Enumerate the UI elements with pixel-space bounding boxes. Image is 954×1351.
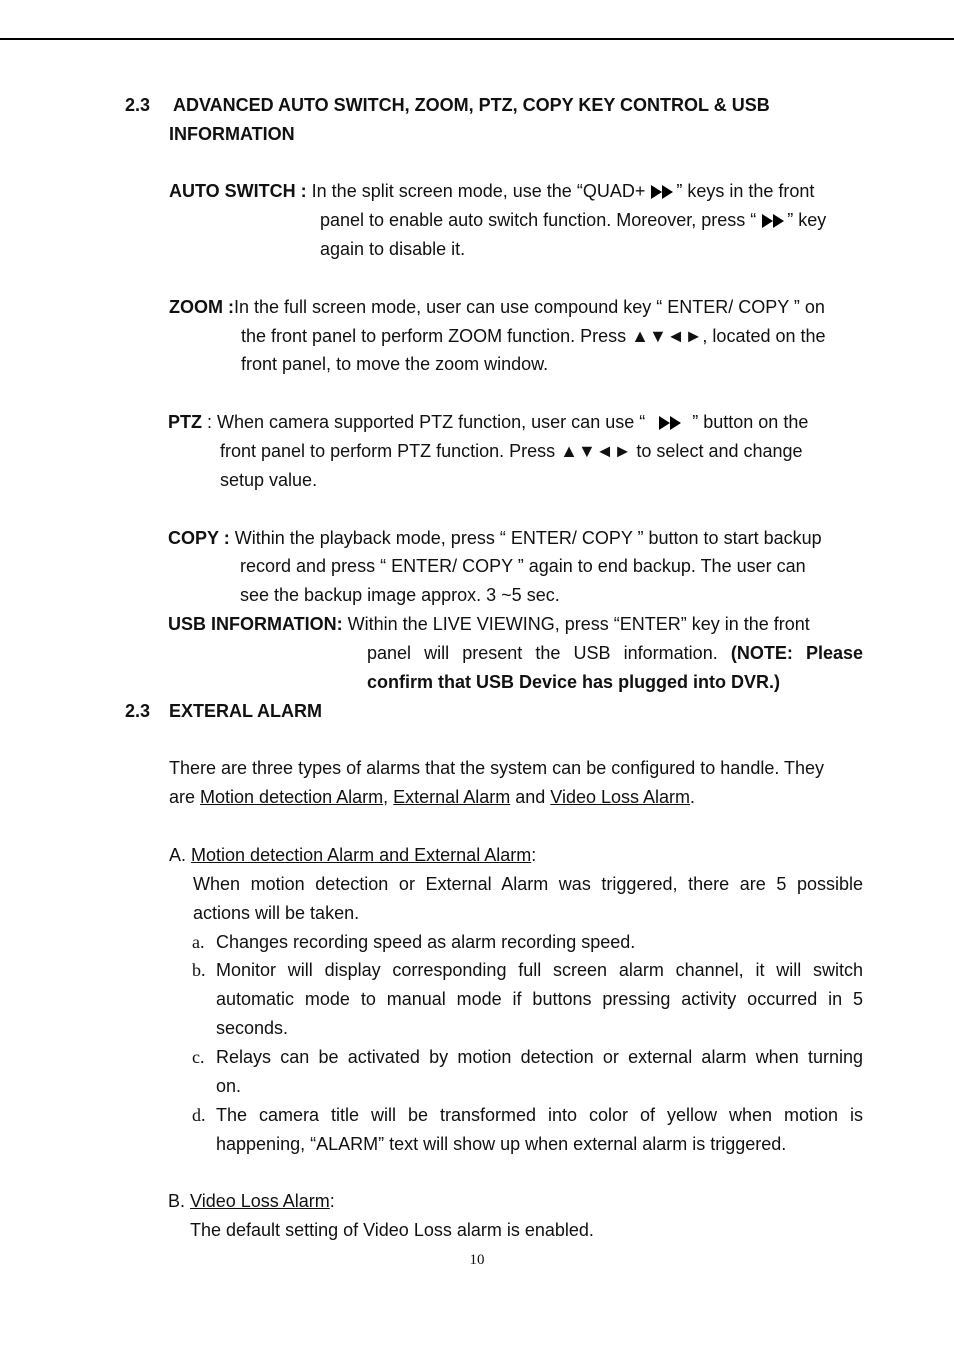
section-a-desc-line1: When motion detection or External Alarm was triggered, there are 5 possible	[193, 874, 863, 894]
external-alarm-link: External Alarm	[393, 787, 511, 807]
ptz-line1: PTZ : When camera supported PTZ function, user can use “ ” button on the	[168, 412, 809, 432]
zoom-line3: front panel, to move the zoom window.	[241, 354, 549, 374]
fast-forward-icon	[658, 416, 684, 430]
list-item-text: on.	[216, 1076, 242, 1096]
motion-detection-alarm-link: Motion detection Alarm	[200, 787, 384, 807]
list-item-text: happening, “ALARM” text will show up when external alarm is triggered.	[216, 1134, 787, 1154]
ptz-label: PTZ	[168, 412, 202, 432]
ptz-line3: setup value.	[220, 470, 318, 490]
section-b-desc: The default setting of Video Loss alarm is enabled.	[190, 1220, 594, 1240]
usb-line2: panel will present the USB information. (NOTE: Please	[367, 643, 863, 663]
list-marker: b.	[192, 960, 206, 980]
usb-line3: confirm that USB Device has plugged into DVR.)	[367, 672, 781, 692]
usb-line1: USB INFORMATION: Within the LIVE VIEWING, press “ENTER” key in the front	[168, 614, 810, 634]
section-a-desc-line2: actions will be taken.	[193, 903, 360, 923]
auto-switch-label: AUTO SWITCH :	[169, 181, 307, 201]
auto-switch-line1: AUTO SWITCH : In the split screen mode, use the “QUAD+ ” keys in the front	[169, 181, 815, 201]
zoom-line1: ZOOM :In the full screen mode, user can use compound key “ ENTER/ COPY ” on	[169, 297, 825, 317]
ptz-line2: front panel to perform PTZ function. Press ▲▼◄► to select and change	[220, 441, 803, 461]
usb-label: USB INFORMATION:	[168, 614, 343, 634]
list-marker: d.	[192, 1105, 206, 1125]
header-rule	[0, 38, 954, 40]
section-b-heading: B. Video Loss Alarm:	[168, 1191, 335, 1211]
section-heading-line1: ADVANCED AUTO SWITCH, ZOOM, PTZ, COPY KEY CONTROL & USB	[173, 95, 770, 115]
section-b-title: Video Loss Alarm	[190, 1191, 330, 1211]
copy-line2: record and press “ ENTER/ COPY ” again to end backup. The user can	[240, 556, 806, 576]
list-marker: a.	[192, 932, 205, 952]
section-a-title: Motion detection Alarm and External Alarm	[191, 845, 532, 865]
fast-forward-icon	[650, 185, 676, 199]
video-loss-alarm-link: Video Loss Alarm	[550, 787, 691, 807]
intro-line1: There are three types of alarms that the system can be configured to handle. They	[169, 758, 825, 778]
list-item-text: Monitor will display corresponding full screen alarm channel, it will switch	[216, 960, 863, 980]
list-marker: c.	[192, 1047, 205, 1067]
copy-label: COPY :	[168, 528, 230, 548]
intro-line2: are Motion detection Alarm, External Alarm and Video Loss Alarm.	[169, 787, 696, 807]
copy-line3: see the backup image approx. 3 ~5 sec.	[240, 585, 560, 605]
page-number: 10	[469, 1252, 485, 1268]
zoom-line2: the front panel to perform ZOOM function. Press ▲▼◄►, located on the	[241, 326, 826, 346]
copy-line1: COPY : Within the playback mode, press “ ENTER/ COPY ” button to start backup	[168, 528, 822, 548]
section-heading-line2: INFORMATION	[169, 124, 295, 144]
section-a-heading: A. Motion detection Alarm and External Alarm:	[169, 845, 537, 865]
list-item-text: automatic mode to manual mode if buttons pressing activity occurred in 5	[216, 989, 863, 1009]
zoom-label: ZOOM :	[169, 297, 234, 317]
section-heading-alarm: EXTERAL ALARM	[169, 701, 322, 721]
fast-forward-icon	[761, 214, 787, 228]
list-item-text: The camera title will be transformed into color of yellow when motion is	[216, 1105, 863, 1125]
list-item-text: Changes recording speed as alarm recording speed.	[216, 932, 636, 952]
auto-switch-line2: panel to enable auto switch function. Moreover, press “ ” key	[320, 210, 827, 230]
auto-switch-line3: again to disable it.	[320, 239, 466, 259]
list-item-text: Relays can be activated by motion detection or external alarm when turning	[216, 1047, 863, 1067]
section-number: 2.3	[125, 95, 151, 115]
section-number: 2.3	[125, 701, 151, 721]
list-item-text: seconds.	[216, 1018, 289, 1038]
